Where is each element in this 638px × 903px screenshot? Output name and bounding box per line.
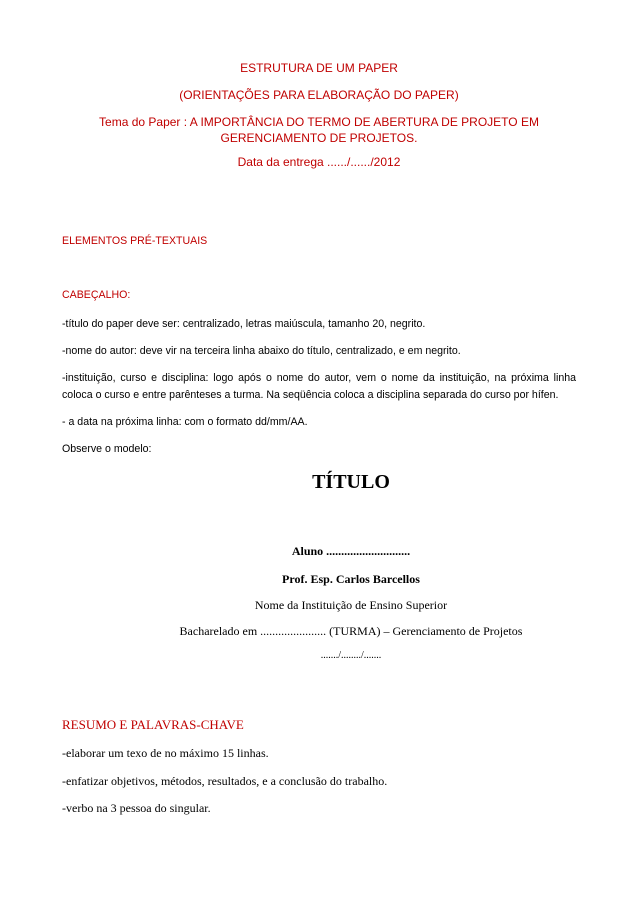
doc-subtitle: (ORIENTAÇÕES PARA ELABORAÇÃO DO PAPER) [179,88,459,102]
observe-model: Observe o modelo: [62,443,152,455]
rule-title: -título do paper deve ser: centralizado, letras maiúscula, tamanho 20, negrito. [62,318,426,330]
resumo-heading: RESUMO E PALAVRAS-CHAVE [62,717,244,732]
section-cabecalho: CABEÇALHO: [62,289,131,301]
model-author: Aluno ............................ [291,544,411,558]
theme-line-1: Tema do Paper : A IMPORTÂNCIA DO TERMO DE ABERTURA DE PROJETO EM [99,115,539,129]
model-date: ......./......../....... [320,650,382,661]
delivery-date: Data da entrega ....../....../2012 [237,155,401,169]
rule-institution: -instituição, curso e disciplina: logo após o nome do autor, vem o nome da instituição, na próxima linha coloca o curso e entre parênteses a turma. Na seqüência coloca a disciplina separada do curso por hífen. [62,372,576,401]
model-course: Bacharelado em ...................... (TURMA) – Gerenciamento de Projetos [179,624,523,638]
resumo-line-3: -verbo na 3 pessoa do singular. [62,801,211,815]
model-institution: Nome da Instituição de Ensino Superior [254,598,448,612]
resumo-line-1: -elaborar um texo de no máximo 15 linhas. [62,746,269,760]
resumo-line-2: -enfatizar objetivos, métodos, resultados, e a conclusão do trabalho. [62,774,388,788]
model-title: TÍTULO [312,471,390,493]
rule-date: - a data na próxima linha: com o formato dd/mm/AA. [62,416,308,428]
model-professor: Prof. Esp. Carlos Barcellos [282,572,420,586]
rule-author: -nome do autor: deve vir na terceira linha abaixo do título, centralizado, e em negrito. [62,345,461,357]
theme-line-2: GERENCIAMENTO DE PROJETOS. [220,131,418,145]
section-pre-textual: ELEMENTOS PRÉ-TEXTUAIS [62,235,208,247]
doc-title: ESTRUTURA DE UM PAPER [240,61,398,75]
